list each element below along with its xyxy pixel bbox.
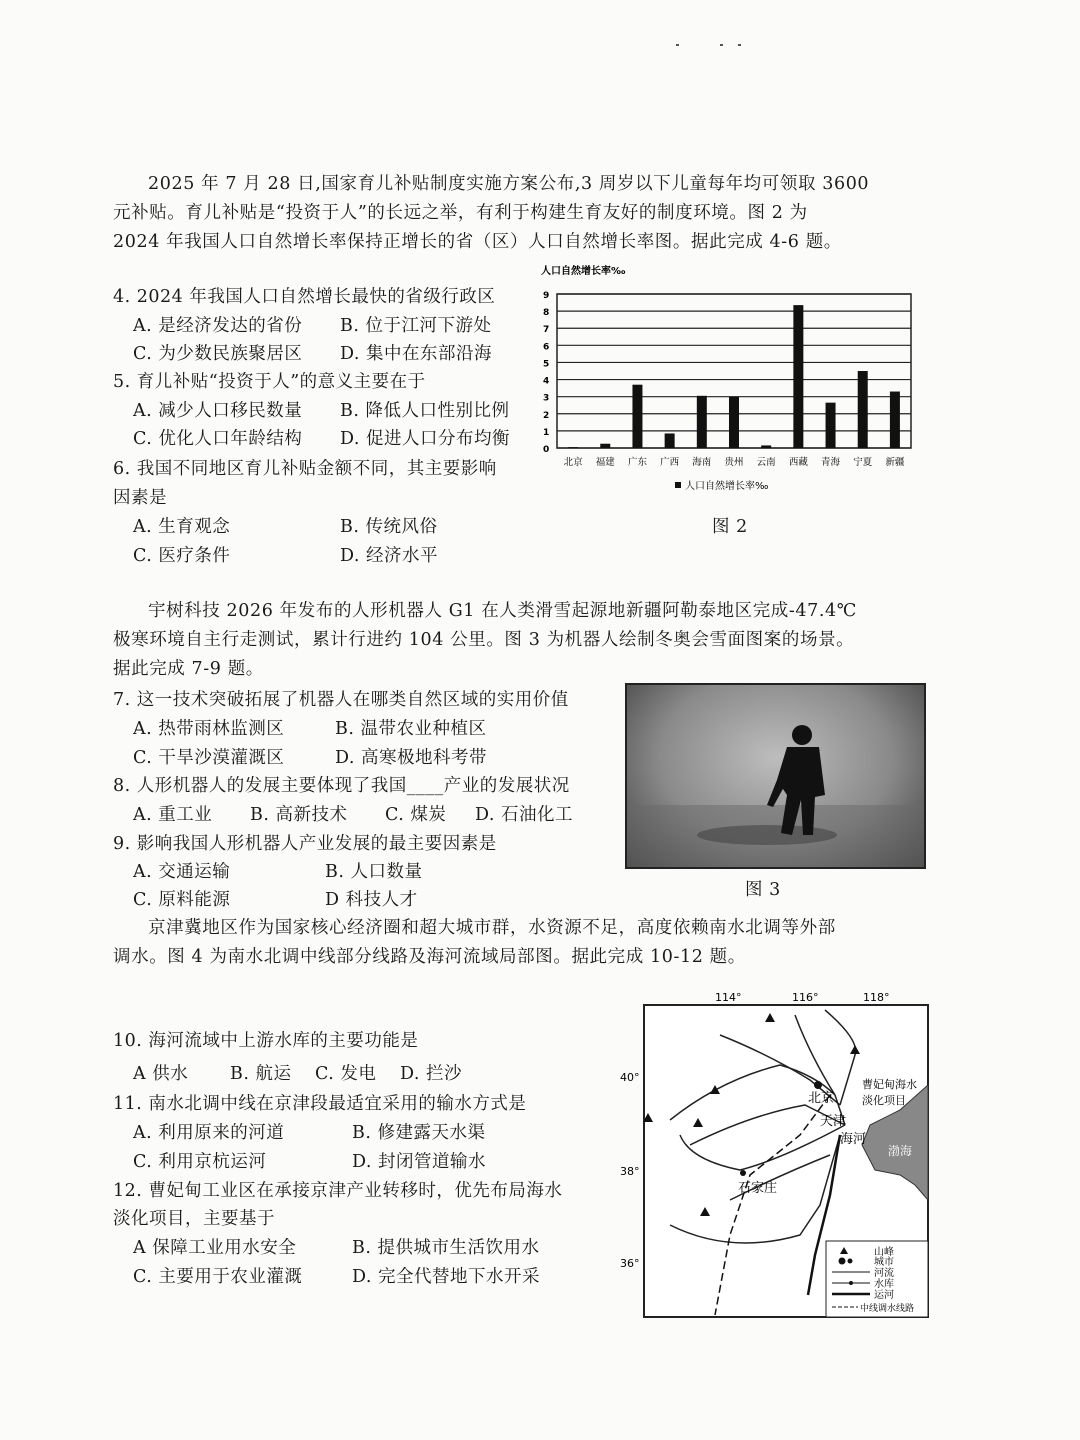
x-tick-label: 福建: [595, 457, 615, 468]
q7-option-b: B. 温带农业种植区: [335, 719, 487, 739]
chart-title: 人口自然增长率‰: [541, 266, 626, 277]
y-tick-label: 1: [543, 427, 550, 438]
q10-option-b: B. 航运: [230, 1064, 292, 1084]
intro-paragraph-3: [113, 914, 873, 972]
q8-option-c: C. 煤炭: [385, 805, 447, 825]
q7-option-d: D. 高寒极地科考带: [335, 748, 488, 768]
q6-option-b: B. 传统风俗: [340, 517, 438, 537]
place-shijiazhuang: 石家庄: [738, 1181, 778, 1196]
q11-option-d: D. 封闭管道输水: [352, 1152, 487, 1172]
intro-line: 2024 年我国人口自然增长率保持正增长的省（区）人口自然增长率图。据此完成 4-6 题。: [113, 232, 842, 252]
q6-option-c: C. 医疗条件: [133, 546, 231, 566]
q9-option-d: D 科技人才: [325, 890, 418, 910]
x-tick-label: 西藏: [788, 457, 808, 468]
question-10-stem: 10. 海河流域中上游水库的主要功能是: [113, 1031, 419, 1051]
bar: [890, 392, 900, 448]
population-growth-chart: [535, 262, 925, 502]
project-label: 曹妃甸海水: [862, 1078, 917, 1091]
y-tick-label: 6: [543, 342, 550, 353]
place-tianjin: 天津: [820, 1114, 847, 1129]
intro-line: 元补贴。育儿补贴是“投资于人”的长远之举，有利于构建生育友好的制度环境。图 2 为: [113, 203, 808, 223]
y-tick-label: 7: [543, 325, 550, 336]
q12-option-a: A 保障工业用水安全: [133, 1238, 297, 1258]
x-tick-label: 贵州: [724, 457, 744, 468]
y-tick-label: 2: [543, 410, 550, 421]
place-bohai: 渤海: [888, 1144, 913, 1158]
q8-option-d: D. 石油化工: [475, 805, 574, 825]
q7-option-c: C. 干旱沙漠灌溉区: [133, 748, 285, 768]
q8-option-a: A. 重工业: [133, 805, 213, 825]
q5-option-a: A. 减少人口移民数量: [133, 401, 303, 421]
map-legend: [826, 1241, 928, 1317]
x-tick-label: 广西: [660, 457, 680, 468]
legend-reservoir: 水库: [874, 1279, 894, 1290]
y-tick-label: 8: [543, 308, 550, 319]
q4-option-a: A. 是经济发达的省份: [133, 316, 303, 336]
question-9-stem: 9. 影响我国人形机器人产业发展的最主要因素是: [113, 834, 497, 854]
lon-label: 118°: [863, 991, 890, 1004]
question-6-stem-2: 因素是: [113, 488, 167, 508]
legend-swatch: [675, 482, 681, 488]
question-12-stem-2: 淡化项目，主要基于: [113, 1209, 275, 1229]
q6-option-a: A. 生育观念: [133, 517, 231, 537]
x-tick-label: 广东: [627, 457, 647, 468]
lat-label: 38°: [620, 1165, 640, 1178]
q11-option-b: B. 修建露天水渠: [352, 1123, 486, 1143]
city-icon: [740, 1170, 746, 1176]
legend-route: 中线调水线路: [860, 1304, 915, 1314]
q11-option-a: A. 利用原来的河道: [133, 1123, 285, 1143]
haihe-basin-map: [620, 985, 940, 1325]
bar: [665, 433, 675, 448]
q5-option-c: C. 优化人口年龄结构: [133, 429, 303, 449]
q10-option-a: A 供水: [133, 1064, 189, 1084]
question-7-stem: 7. 这一技术突破拓展了机器人在哪类自然区域的实用价值: [113, 690, 569, 710]
intro-line: 调水。图 4 为南水北调中线部分线路及海河流域局部图。据此完成 10-12 题。: [113, 947, 746, 967]
city-icon: [814, 1081, 822, 1089]
question-6-stem: 6. 我国不同地区育儿补贴金额不同，其主要影响: [113, 459, 497, 479]
bar: [761, 445, 771, 448]
question-12-stem: 12. 曹妃甸工业区在承接京津产业转移时，优先布局海水: [113, 1181, 563, 1201]
q9-option-a: A. 交通运输: [133, 862, 231, 882]
question-4-stem: 4. 2024 年我国人口自然增长最快的省级行政区: [113, 287, 496, 307]
place-haihe: 海河: [840, 1132, 867, 1147]
intro-paragraph-1: [113, 170, 873, 257]
x-tick-label: 北京: [563, 457, 583, 468]
intro-line: 据此完成 7-9 题。: [113, 659, 264, 679]
x-tick-label: 云南: [756, 457, 776, 468]
q10-option-c: C. 发电: [315, 1064, 377, 1084]
intro-paragraph-2: [113, 597, 873, 684]
q10-option-d: D. 拦沙: [400, 1064, 463, 1084]
x-tick-label: 海南: [692, 457, 712, 468]
legend-city: 城市: [874, 1257, 894, 1268]
intro-line: 京津冀地区作为国家核心经济圈和超大城市群，水资源不足，高度依赖南水北调等外部: [148, 918, 836, 938]
y-tick-label: 9: [543, 291, 550, 301]
bar: [858, 371, 868, 448]
q12-option-b: B. 提供城市生活饮用水: [352, 1238, 540, 1258]
question-11-stem: 11. 南水北调中线在京津段最适宜采用的输水方式是: [113, 1094, 527, 1114]
intro-line: 极寒环境自主行走测试，累计行进约 104 公里。图 3 为机器人绘制冬奥会雪面图案的场景。: [113, 630, 855, 650]
bar: [632, 385, 642, 448]
bar: [826, 403, 836, 448]
q9-option-b: B. 人口数量: [325, 862, 423, 882]
x-tick-label: 新疆: [885, 457, 905, 468]
question-8-stem: 8. 人形机器人的发展主要体现了我国____产业的发展状况: [113, 776, 570, 796]
bar: [600, 444, 610, 448]
legend-label: 人口自然增长率‰: [685, 481, 769, 492]
legend-canal: 运河: [874, 1290, 894, 1301]
bar: [697, 396, 707, 448]
y-tick-label: 0: [543, 445, 550, 455]
q8-option-b: B. 高新技术: [250, 805, 348, 825]
q5-option-d: D. 促进人口分布均衡: [340, 429, 511, 449]
lon-label: 114°: [715, 991, 742, 1004]
intro-line: 宇树科技 2026 年发布的人形机器人 G1 在人类滑雪起源地新疆阿勒泰地区完成-47.4℃: [148, 601, 857, 621]
intro-line: 2025 年 7 月 28 日,国家育儿补贴制度实施方案公布,3 周岁以下儿童每年均可领取 3600: [148, 174, 870, 194]
q7-option-a: A. 热带雨林监测区: [133, 719, 285, 739]
q4-option-c: C. 为少数民族聚居区: [133, 344, 303, 364]
y-tick-label: 5: [543, 359, 550, 370]
y-tick-label: 4: [543, 376, 550, 387]
y-tick-label: 3: [543, 393, 550, 404]
robot-snow-photo: [625, 683, 926, 869]
bar: [568, 447, 578, 448]
question-5-stem: 5. 育儿补贴“投资于人”的意义主要在于: [113, 372, 426, 392]
figure-2-caption: 图 2: [712, 517, 748, 537]
legend-mountain: 山峰: [874, 1247, 894, 1258]
q12-option-d: D. 完全代替地下水开采: [352, 1267, 541, 1287]
q11-option-c: C. 利用京杭运河: [133, 1152, 267, 1172]
q12-option-c: C. 主要用于农业灌溉: [133, 1267, 303, 1287]
legend-river: 河流: [874, 1268, 894, 1279]
lat-label: 40°: [620, 1071, 640, 1084]
q9-option-c: C. 原料能源: [133, 890, 231, 910]
q5-option-b: B. 降低人口性别比例: [340, 401, 510, 421]
lat-label: 36°: [620, 1257, 640, 1270]
q4-option-b: B. 位于江河下游处: [340, 316, 492, 336]
bar: [793, 305, 803, 448]
q6-option-d: D. 经济水平: [340, 546, 439, 566]
bar: [729, 397, 739, 448]
x-tick-label: 宁夏: [853, 457, 873, 468]
q4-option-d: D. 集中在东部沿海: [340, 344, 493, 364]
figure-3-caption: 图 3: [745, 880, 781, 900]
place-beijing: 北京: [808, 1091, 835, 1106]
lon-label: 116°: [792, 991, 819, 1004]
project-label: 淡化项目: [862, 1094, 906, 1107]
x-tick-label: 青海: [821, 457, 841, 468]
